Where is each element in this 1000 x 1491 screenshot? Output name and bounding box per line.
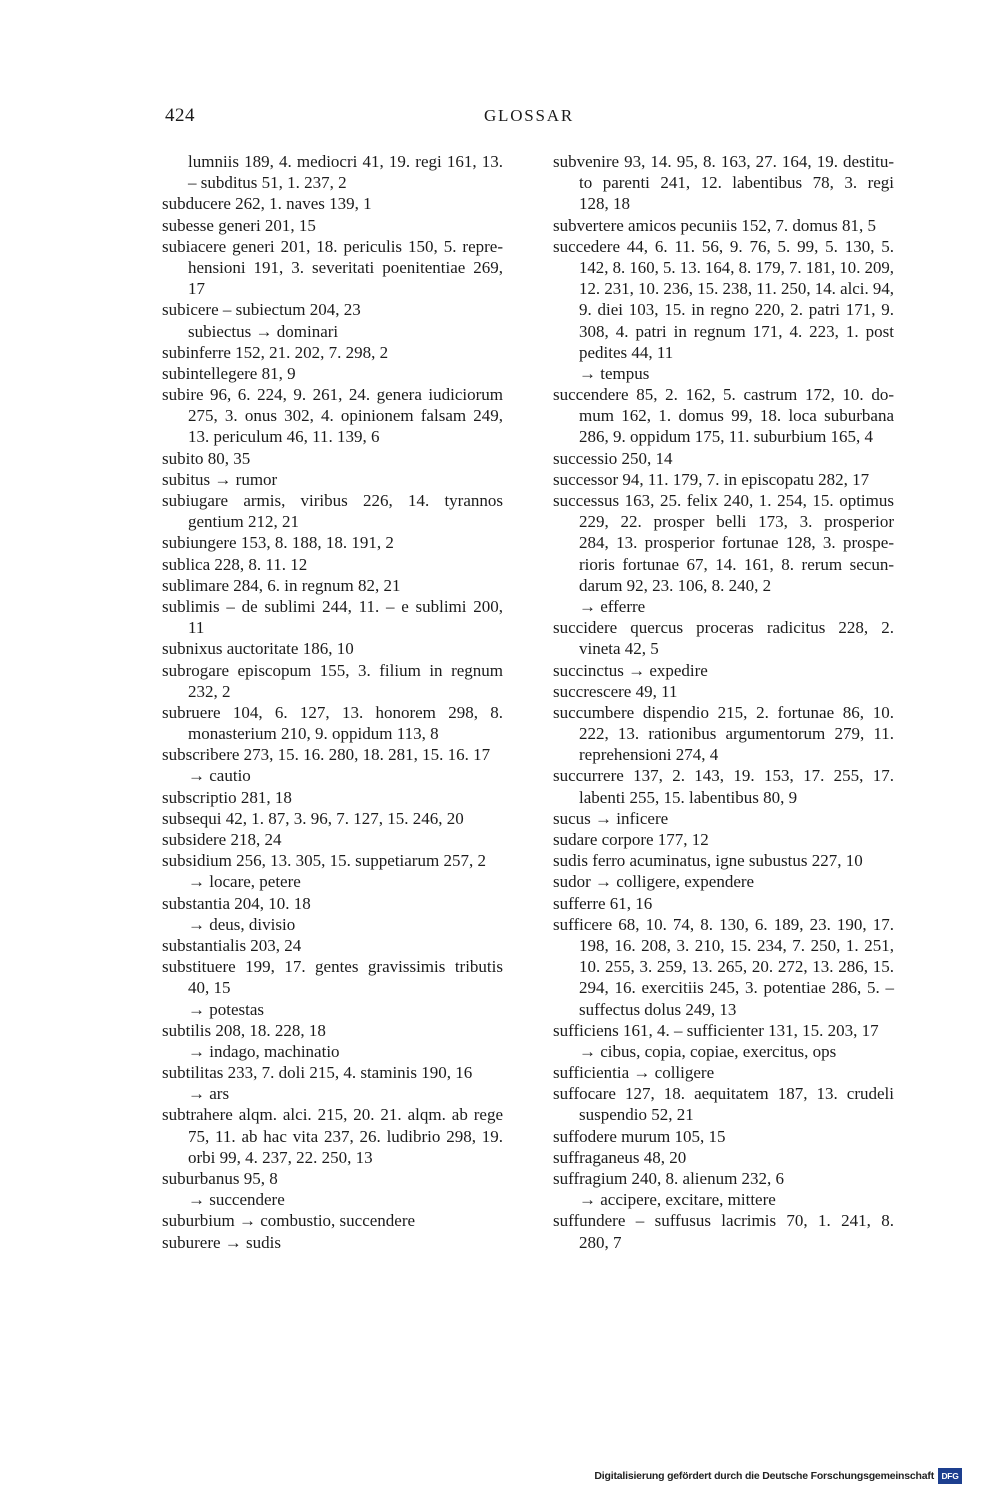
entry-continuation-line xyxy=(162,1083,503,1104)
entry-headword-line xyxy=(162,342,503,363)
entry-text: subiectus → dominari xyxy=(188,321,339,341)
entry-text: sudor → colligere, expendere xyxy=(553,872,755,892)
glossary-entry xyxy=(162,1020,503,1062)
entry-headword-line xyxy=(553,702,894,723)
entry-text: sublimis – de sublimi 244, 11. – e sublimi 200, xyxy=(162,596,503,616)
glossary-entry xyxy=(162,469,503,490)
entry-text: sublimare 284, 6. in regnum 82, 21 xyxy=(162,575,401,595)
entry-continuation-line xyxy=(553,532,894,553)
entry-text: suffundere – suffusus lacrimis 70, 1. 241, 8. xyxy=(553,1211,894,1231)
entry-text: 275, 3. onus 302, 4. opinionem falsam 249, xyxy=(188,406,503,426)
entry-text: suspendio 52, 21 xyxy=(579,1105,694,1125)
entry-headword-line xyxy=(553,236,894,257)
entry-text: subsidium 256, 13. 305, 15. suppetiarum 257, 2 xyxy=(162,851,486,871)
entry-continuation-line xyxy=(553,193,894,214)
entry-text: 75, 11. ab hac vita 237, 26. ludibrio 298, 19. xyxy=(188,1126,503,1146)
entry-text: reprehensioni 274, 4 xyxy=(579,745,719,765)
entry-continuation-line xyxy=(162,977,503,998)
entry-text: → ars xyxy=(188,1084,230,1104)
entry-continuation-line xyxy=(553,321,894,342)
entry-continuation-line xyxy=(553,638,894,659)
glossary-entry xyxy=(553,808,894,829)
entry-text: 294, 16. exercitiis 245, 3. potentiae 286, 5. – xyxy=(579,978,894,998)
entry-text: subscribere 273, 15. 16. 280, 18. 281, 15. 16. 17 xyxy=(162,745,491,765)
entry-text: 280, 7 xyxy=(579,1232,622,1252)
glossary-entry xyxy=(162,384,503,448)
entry-text: → succendere xyxy=(188,1190,285,1210)
glossary-entry xyxy=(553,1020,894,1062)
entry-text: 10. 255, 3. 259, 13. 265, 20. 272, 13. 286, 15. xyxy=(579,957,894,977)
entry-headword-line xyxy=(553,1147,894,1168)
left-column xyxy=(162,151,503,1253)
entry-text: 17 xyxy=(188,279,205,299)
glossary-entry xyxy=(162,554,503,575)
entry-text: substituere 199, 17. gentes gravissimis tributis xyxy=(162,957,503,977)
glossary-entry xyxy=(162,448,503,469)
glossary-entry xyxy=(162,702,503,744)
entry-headword-line xyxy=(553,660,894,681)
entry-text: labenti 255, 15. labentibus 80, 9 xyxy=(579,787,798,807)
entry-continuation-line xyxy=(553,426,894,447)
entry-text: subsequi 42, 1. 87, 3. 96, 7. 127, 15. 246, 20 xyxy=(162,808,464,828)
entry-text: subvenire 93, 14. 95, 8. 163, 27. 164, 19. destitu- xyxy=(553,152,894,171)
entry-continuation-line xyxy=(553,342,894,363)
entry-text: subnixus auctoritate 186, 10 xyxy=(162,639,354,659)
entry-headword-line xyxy=(553,448,894,469)
entry-headword-line xyxy=(162,1104,503,1125)
entry-text: subscriptio 281, 18 xyxy=(162,787,292,807)
glossary-entry xyxy=(162,829,503,850)
entry-continuation-line xyxy=(553,1232,894,1253)
entry-text: monasterium 210, 9. oppidum 113, 8 xyxy=(188,724,439,744)
entry-text: 284, 13. prosperior fortunae 128, 3. prospe- xyxy=(579,533,894,553)
right-column xyxy=(553,151,894,1253)
entry-continuation-line xyxy=(162,151,503,172)
entry-text: 198, 16. 208, 3. 210, 15. 234, 7. 250, 1. 251, xyxy=(579,935,894,955)
entry-text: suburbium → combustio, succendere xyxy=(162,1211,416,1231)
glossary-entry xyxy=(162,787,503,808)
entry-headword-line xyxy=(162,596,503,617)
entry-headword-line xyxy=(553,469,894,490)
entry-text: sudis ferro acuminatus, igne subustus 227, 10 xyxy=(553,851,863,871)
entry-headword-line xyxy=(162,1020,503,1041)
entry-text: succurrere 137, 2. 143, 19. 153, 17. 255, 17. xyxy=(553,766,894,786)
entry-headword-line xyxy=(553,1210,894,1231)
entry-headword-line xyxy=(162,193,503,214)
entry-headword-line xyxy=(553,765,894,786)
entry-text: → accipere, excitare, mittere xyxy=(579,1190,776,1210)
entry-headword-line xyxy=(553,681,894,702)
glossary-entry xyxy=(553,215,894,236)
entry-text: 222, 13. rationibus argumentorum 279, 11. xyxy=(579,724,894,744)
entry-text: 229, 22. prosper belli 173, 3. prosperior xyxy=(579,512,894,532)
entry-text: subducere 262, 1. naves 139, 1 xyxy=(162,194,372,214)
entry-text: → cibus, copia, copiae, exercitus, ops xyxy=(579,1041,837,1061)
entry-text: succendere 85, 2. 162, 5. castrum 172, 10. do- xyxy=(553,385,894,405)
entry-text: 308, 4. patri in regnum 171, 4. 223, 1. post xyxy=(579,321,894,341)
entry-text: subintellegere 81, 9 xyxy=(162,363,296,383)
entry-headword-line xyxy=(162,702,503,723)
entry-text: → indago, machinatio xyxy=(188,1041,340,1061)
glossary-entry xyxy=(162,215,503,236)
digitization-footer xyxy=(594,1468,962,1484)
entry-text: subvertere amicos pecuniis 152, 7. domus 81, 5 xyxy=(553,215,876,235)
entry-continuation-line xyxy=(162,999,503,1020)
entry-continuation-line xyxy=(553,554,894,575)
glossary-entry xyxy=(162,363,503,384)
entry-text: hensioni 191, 3. severitati poenitentiae 269, xyxy=(188,257,503,277)
glossary-entry xyxy=(553,914,894,1020)
entry-headword-line xyxy=(553,1062,894,1083)
entry-text: 128, 18 xyxy=(579,194,630,214)
entry-continuation-line xyxy=(553,363,894,384)
entry-continuation-line xyxy=(162,681,503,702)
entry-continuation-line xyxy=(553,299,894,320)
glossary-entry xyxy=(553,490,894,617)
entry-headword-line xyxy=(162,363,503,384)
glossary-entry xyxy=(162,575,503,596)
entry-headword-line xyxy=(553,617,894,638)
entry-text: substantia 204, 10. 18 xyxy=(162,893,311,913)
entry-headword-line xyxy=(162,893,503,914)
entry-text: successus 163, 25. felix 240, 1. 254, 15. optimus xyxy=(553,491,894,510)
entry-text: subiacere generi 201, 18. periculis 150, 5. repre- xyxy=(162,236,503,256)
entry-text: orbi 99, 4. 237, 22. 250, 13 xyxy=(188,1147,373,1167)
entry-headword-line xyxy=(553,151,894,172)
entry-text: successio 250, 14 xyxy=(553,448,673,468)
entry-headword-line xyxy=(162,660,503,681)
glossary-entry xyxy=(162,1232,503,1253)
entry-continuation-line xyxy=(553,596,894,617)
entry-headword-line xyxy=(553,490,894,511)
glossary-entry xyxy=(162,660,503,702)
entry-headword-line xyxy=(162,575,503,596)
entry-continuation-line xyxy=(162,321,503,342)
glossary-entry xyxy=(553,681,894,702)
entry-continuation-line xyxy=(553,257,894,278)
entry-text: 9. diei 103, 15. in regno 220, 2. patri 171, 9. xyxy=(579,300,894,320)
glossary-entry xyxy=(553,893,894,914)
entry-continuation-line xyxy=(553,935,894,956)
entry-headword-line xyxy=(162,829,503,850)
entry-headword-line xyxy=(162,448,503,469)
entry-text: subire 96, 6. 224, 9. 261, 24. genera iudiciorum xyxy=(162,385,503,405)
entry-headword-line xyxy=(162,956,503,977)
entry-continuation-line xyxy=(553,744,894,765)
glossary-entry xyxy=(162,1168,503,1210)
entry-headword-line xyxy=(162,1210,503,1231)
entry-text: succumbere dispendio 215, 2. fortunae 86, 10. xyxy=(553,702,894,722)
glossary-entry xyxy=(162,193,503,214)
glossary-entry xyxy=(162,744,503,786)
entry-headword-line xyxy=(162,469,503,490)
glossary-entry xyxy=(553,236,894,384)
entry-headword-line xyxy=(553,384,894,405)
entry-text: – subditus 51, 1. 237, 2 xyxy=(188,173,347,193)
entry-headword-line xyxy=(162,787,503,808)
entry-text: → tempus xyxy=(579,363,650,383)
entry-text: sufficere 68, 10. 74, 8. 130, 6. 189, 23. 190, 17. xyxy=(553,914,894,934)
entry-text: succedere 44, 6. 11. 56, 9. 76, 5. 99, 5. 130, 5. xyxy=(553,236,894,256)
entry-text: subiungere 153, 8. 188, 18. 191, 2 xyxy=(162,533,394,553)
entry-text: 12. 231, 10. 236, 15. 238, 11. 250, 14. alci. 94, xyxy=(579,279,894,299)
entry-headword-line xyxy=(162,808,503,829)
running-head-title: GLOSSAR xyxy=(483,106,575,125)
entry-continuation-line xyxy=(162,257,503,278)
entry-text: suffodere murum 105, 15 xyxy=(553,1126,726,1146)
entry-text: subicere – subiectum 204, 23 xyxy=(162,300,361,320)
entry-text: sudare corpore 177, 12 xyxy=(553,830,709,849)
entry-headword-line xyxy=(162,299,503,320)
glossary-entry xyxy=(553,617,894,659)
entry-text: suffectus dolus 249, 13 xyxy=(579,999,737,1019)
entry-continuation-line xyxy=(162,278,503,299)
entry-continuation-line xyxy=(162,1147,503,1168)
glossary-entry xyxy=(162,935,503,956)
entry-headword-line xyxy=(162,554,503,575)
entry-headword-line xyxy=(553,914,894,935)
glossary-entry xyxy=(162,532,503,553)
entry-text: rioris fortunae 67, 14. 161, 8. rerum secun- xyxy=(579,554,894,574)
entry-text: subruere 104, 6. 127, 13. honorem 298, 8. xyxy=(162,702,503,722)
entry-continuation-line xyxy=(162,172,503,193)
entry-text: subinferre 152, 21. 202, 7. 298, 2 xyxy=(162,342,389,362)
entry-continuation-line xyxy=(553,977,894,998)
entry-headword-line xyxy=(162,935,503,956)
entry-text: subsidere 218, 24 xyxy=(162,830,282,849)
entry-text: suffraganeus 48, 20 xyxy=(553,1147,687,1167)
entry-continuation-line xyxy=(553,278,894,299)
entry-continuation-line xyxy=(162,914,503,935)
entry-text: subtilis 208, 18. 228, 18 xyxy=(162,1020,326,1040)
entry-text: → efferre xyxy=(579,596,646,616)
entry-text: sufficiens 161, 4. – sufficienter 131, 15. 203, 17 xyxy=(553,1020,879,1040)
glossary-entry xyxy=(162,956,503,1020)
entry-headword-line xyxy=(553,850,894,871)
entry-text: sufferre 61, 16 xyxy=(553,893,653,913)
entry-text: subito 80, 35 xyxy=(162,448,251,468)
footer-credit-text: Digitalisierung gefördert durch die Deutsche Forschungsgemeinschaft xyxy=(594,1470,934,1482)
entry-continuation-line xyxy=(553,511,894,532)
entry-continuation-line xyxy=(553,999,894,1020)
glossary-entry xyxy=(162,808,503,829)
entry-continuation-line xyxy=(553,956,894,977)
entry-text: subiugare armis, viribus 226, 14. tyrannos xyxy=(162,491,503,510)
entry-text: successor 94, 11. 179, 7. in episcopatu 282, 17 xyxy=(553,469,870,489)
entry-text: → locare, petere xyxy=(188,872,301,892)
entry-headword-line xyxy=(553,808,894,829)
entry-text: subtrahere alqm. alci. 215, 20. 21. alqm. ab rege xyxy=(162,1105,503,1125)
entry-headword-line xyxy=(553,1083,894,1104)
entry-text: succidere quercus proceras radicitus 228, 2. xyxy=(553,618,894,638)
entry-text: 40, 15 xyxy=(188,978,231,998)
entry-headword-line xyxy=(162,850,503,871)
entry-headword-line xyxy=(162,490,503,511)
entry-text: substantialis 203, 24 xyxy=(162,935,302,955)
entry-text: suffocare 127, 18. aequitatem 187, 13. crudeli xyxy=(553,1084,894,1104)
glossary-entry xyxy=(162,596,503,638)
glossary-entry xyxy=(553,1210,894,1252)
entry-headword-line xyxy=(162,1232,503,1253)
glossary-entry xyxy=(162,1210,503,1231)
entry-headword-line xyxy=(162,638,503,659)
entry-headword-line xyxy=(162,236,503,257)
entry-continuation-line xyxy=(162,871,503,892)
glossary-entry xyxy=(553,702,894,766)
entry-text: → deus, divisio xyxy=(188,914,296,934)
entry-text: subtilitas 233, 7. doli 215, 4. staminis 190, 16 xyxy=(162,1063,473,1083)
entry-continuation-line xyxy=(553,405,894,426)
entry-text: gentium 212, 21 xyxy=(188,512,299,532)
glossary-entry xyxy=(553,1083,894,1125)
entry-text: succrescere 49, 11 xyxy=(553,681,678,701)
entry-text: darum 92, 23. 106, 8. 240, 2 xyxy=(579,575,772,595)
entry-text: → cautio xyxy=(188,766,251,786)
glossary-entry xyxy=(553,1147,894,1168)
entry-headword-line xyxy=(162,744,503,765)
entry-text: suburbanus 95, 8 xyxy=(162,1169,278,1188)
entry-headword-line xyxy=(162,1062,503,1083)
glossary-entry xyxy=(162,236,503,300)
entry-text: 286, 9. oppidum 175, 11. suburbium 165, 4 xyxy=(579,427,874,447)
glossary-entry xyxy=(162,1062,503,1104)
glossary-entry xyxy=(553,469,894,490)
entry-headword-line xyxy=(553,829,894,850)
glossary-entry xyxy=(162,893,503,935)
entry-continuation-line xyxy=(553,787,894,808)
entry-headword-line xyxy=(162,1168,503,1189)
entry-text: 11 xyxy=(188,618,205,638)
entry-continuation-line xyxy=(162,1126,503,1147)
entry-headword-line xyxy=(553,871,894,892)
entry-headword-line xyxy=(162,384,503,405)
entry-text: subitus → rumor xyxy=(162,469,278,489)
entry-continuation-line xyxy=(162,1189,503,1210)
entry-text: → potestas xyxy=(188,999,265,1019)
entry-text: suburere → sudis xyxy=(162,1232,281,1252)
glossary-entry xyxy=(553,1168,894,1210)
glossary-entry xyxy=(162,850,503,892)
entry-text: sufficientia → colligere xyxy=(553,1063,715,1083)
entry-continuation-line xyxy=(553,172,894,193)
entry-continuation-line xyxy=(162,511,503,532)
entry-text: sucus → inficere xyxy=(553,808,669,828)
glossary-entry xyxy=(162,151,503,193)
entry-continuation-line xyxy=(553,1189,894,1210)
dfg-logo: DFG xyxy=(938,1468,962,1484)
entry-continuation-line xyxy=(553,1104,894,1125)
glossary-entry xyxy=(553,151,894,215)
entry-text: subrogare episcopum 155, 3. filium in regnum xyxy=(162,660,503,680)
glossary-entry xyxy=(553,448,894,469)
entry-text: mum 162, 1. domus 99, 18. loca suburbana xyxy=(579,406,894,426)
entry-headword-line xyxy=(162,532,503,553)
entry-continuation-line xyxy=(553,1041,894,1062)
glossary-entry xyxy=(553,829,894,850)
entry-text: 142, 8. 160, 5. 13. 164, 8. 179, 7. 181, 10. 209, xyxy=(579,257,894,277)
glossary-entry xyxy=(553,384,894,448)
entry-headword-line xyxy=(553,893,894,914)
entry-headword-line xyxy=(553,215,894,236)
entry-text: to parenti 241, 12. labentibus 78, 3. regi xyxy=(579,173,894,193)
glossary-entry xyxy=(553,765,894,807)
entry-continuation-line xyxy=(553,575,894,596)
glossary-entry xyxy=(162,638,503,659)
entry-text: suffragium 240, 8. alienum 232, 6 xyxy=(553,1169,785,1188)
entry-text: 13. periculum 46, 11. 139, 6 xyxy=(188,427,380,447)
glossary-entry xyxy=(553,1126,894,1147)
entry-continuation-line xyxy=(162,426,503,447)
entry-text: lumniis 189, 4. mediocri 41, 19. regi 161, 13. xyxy=(188,152,503,171)
glossary-entry xyxy=(162,490,503,532)
page-number: 424 xyxy=(165,105,195,126)
glossary-entry xyxy=(553,850,894,871)
glossary-entry xyxy=(162,1104,503,1168)
entry-continuation-line xyxy=(162,1041,503,1062)
entry-headword-line xyxy=(162,215,503,236)
entry-text: sublica 228, 8. 11. 12 xyxy=(162,554,308,574)
entry-headword-line xyxy=(553,1020,894,1041)
entry-continuation-line xyxy=(162,723,503,744)
glossary-entry xyxy=(162,299,503,341)
entry-headword-line xyxy=(553,1168,894,1189)
entry-continuation-line xyxy=(162,405,503,426)
entry-text: succinctus → expedire xyxy=(553,660,708,680)
entry-text: subesse generi 201, 15 xyxy=(162,215,316,235)
glossary-entry xyxy=(553,871,894,892)
entry-text: vineta 42, 5 xyxy=(579,639,659,659)
glossary-entry xyxy=(162,342,503,363)
entry-headword-line xyxy=(553,1126,894,1147)
glossary-entry xyxy=(553,1062,894,1083)
entry-continuation-line xyxy=(162,765,503,786)
entry-continuation-line xyxy=(162,617,503,638)
entry-text: 232, 2 xyxy=(188,681,231,701)
entry-text: pedites 44, 11 xyxy=(579,342,674,362)
glossary-entry xyxy=(553,660,894,681)
entry-continuation-line xyxy=(553,723,894,744)
